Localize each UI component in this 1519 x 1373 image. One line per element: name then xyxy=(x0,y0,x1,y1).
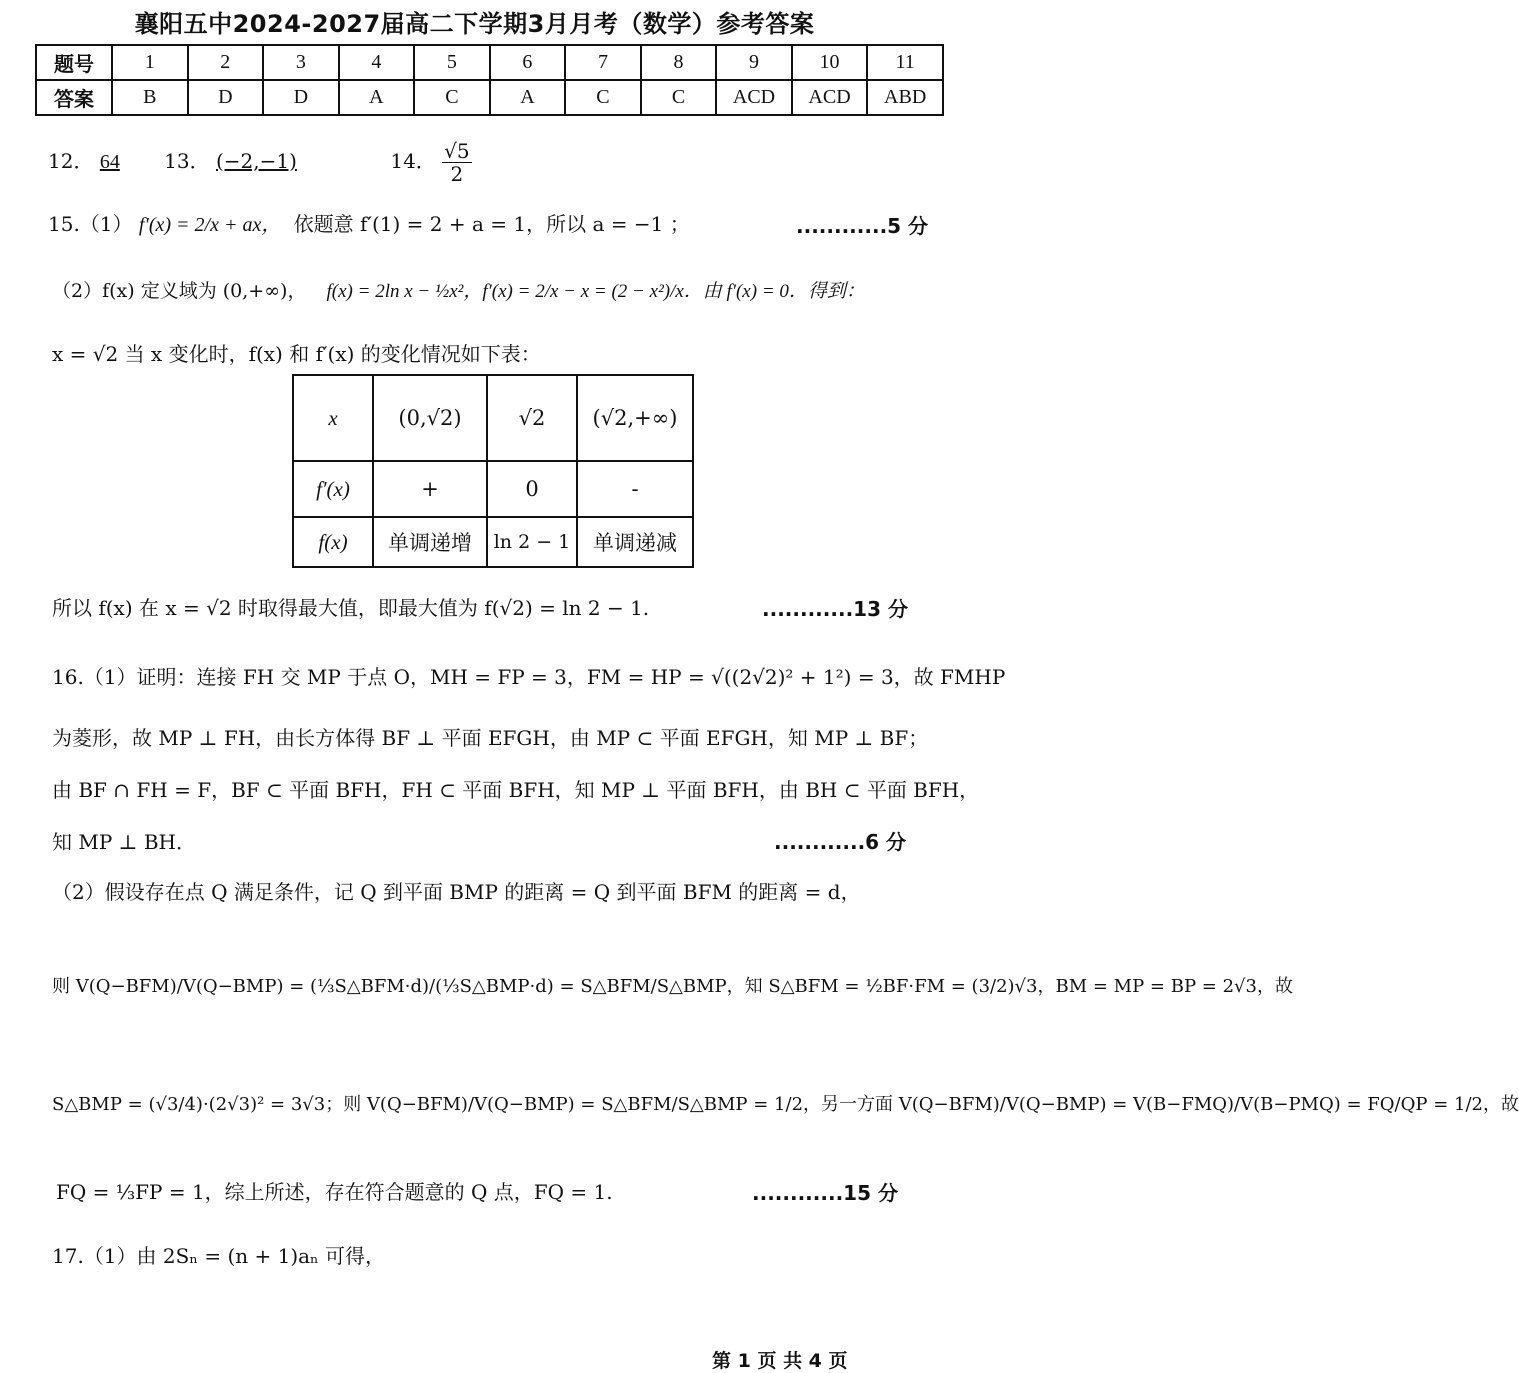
q16-line1: 16.（1）证明：连接 FH 交 MP 于点 O，MH = FP = 3，FM = HP = √((2√2)² + 1²) = 3，故 FMHP xyxy=(52,665,1006,689)
q15-part1-formula: f′(x) = 2/x + ax， xyxy=(138,214,282,236)
q15-part1-text: 依题意 f′(1) = 2 + a = 1，所以 a = −1 ； xyxy=(293,212,690,236)
variation-fprime-row xyxy=(293,461,693,517)
answer-cell: B xyxy=(112,80,188,115)
answer-cell: ACD xyxy=(716,80,792,115)
q16-part2-score: ............15 分 xyxy=(752,1181,898,1205)
q13-label: 13． xyxy=(164,149,210,173)
q16-line3: 由 BF ∩ FH = F，BF ⊂ 平面 BFH，FH ⊂ 平面 BFH，知 MP ⊥ 平面 BFH，由 BH ⊂ 平面 BFH， xyxy=(52,778,980,802)
q15-part1 xyxy=(48,208,690,237)
answer-cell: D xyxy=(263,80,339,115)
answer-cell: D xyxy=(188,80,264,115)
answer-cell: C xyxy=(641,80,717,115)
q15-conclusion: 所以 f(x) 在 x = √2 时取得最大值，即最大值为 f(√2) = ln 2 − 1. xyxy=(52,596,650,620)
q14-fraction xyxy=(442,140,471,185)
variation-header-row xyxy=(293,375,693,461)
answer-table-row-answers xyxy=(36,80,943,115)
q15-part2-derivative: f(x) = 2ln x − ½x²，f′(x) = 2/x − x = (2 − x²)/x．由 f′(x) = 0．得到： xyxy=(326,281,865,302)
row-header-number: 题号 xyxy=(36,45,112,80)
q15-conclusion-score: ............13 分 xyxy=(762,597,908,621)
q16-line4: 知 MP ⊥ BH． xyxy=(52,830,196,854)
variation-fprime-cell: 0 xyxy=(487,461,577,517)
variation-fprime-label: f′(x) xyxy=(293,461,373,517)
q17-line1: 17.（1）由 2Sₙ = (n + 1)aₙ 可得， xyxy=(52,1244,386,1268)
q15-part2-domain: （2）f(x) 定义域为 (0,+∞)， xyxy=(52,280,307,302)
page-title: 襄阳五中2024-2027届高二下学期3月月考（数学）参考答案 xyxy=(134,10,815,38)
answer-cell: C xyxy=(414,80,490,115)
q15-part1-score: ............5 分 xyxy=(796,214,929,238)
question-number: 1 xyxy=(112,45,188,80)
variation-header-interval2: (√2,+∞) xyxy=(577,375,693,461)
answer-table xyxy=(35,44,944,116)
q15-part2-line1 xyxy=(52,276,865,303)
q16-part1-score: ............6 分 xyxy=(774,830,907,854)
q15-part2-line2: x = √2 当 x 变化时，f(x) 和 f′(x) 的变化情况如下表： xyxy=(52,342,541,366)
row-header-answer: 答案 xyxy=(36,80,112,115)
variation-f-label: f(x) xyxy=(293,517,373,567)
q14-denominator: 2 xyxy=(450,162,464,186)
variation-fprime-cell: - xyxy=(577,461,693,517)
variation-f-cell: 单调递减 xyxy=(577,517,693,567)
variation-f-cell: ln 2 − 1 xyxy=(487,517,577,567)
variation-fprime-cell: + xyxy=(373,461,487,517)
answer-cell: A xyxy=(490,80,566,115)
answer-cell: C xyxy=(565,80,641,115)
answer-cell: ACD xyxy=(792,80,868,115)
q16-eq1: 则 V(Q−BFM)/V(Q−BMP) = (⅓S△BFM·d)/(⅓S△BMP·d) = S△BFM/S△BMP，知 S△BFM = ½BF·FM = (3/2)√3，BM = MP = BP = 2√3，故 xyxy=(52,976,1293,997)
variation-f-row xyxy=(293,517,693,567)
question-number: 3 xyxy=(263,45,339,80)
answer-table-row-numbers xyxy=(36,45,943,80)
question-number: 5 xyxy=(414,45,490,80)
q13-answer: (−2,−1) xyxy=(215,149,297,173)
variation-f-cell: 单调递增 xyxy=(373,517,487,567)
variation-header-interval1: (0,√2) xyxy=(373,375,487,461)
answer-cell: A xyxy=(339,80,415,115)
q14-numerator: √5 xyxy=(444,139,470,163)
q16-part2-line: （2）假设存在点 Q 满足条件，记 Q 到平面 BMP 的距离 = Q 到平面 BFM 的距离 = d， xyxy=(52,880,861,904)
answer-cell: ABD xyxy=(867,80,943,115)
question-number: 11 xyxy=(867,45,943,80)
fill-in-row xyxy=(48,140,472,185)
question-number: 9 xyxy=(716,45,792,80)
variation-table xyxy=(292,374,694,568)
question-number: 4 xyxy=(339,45,415,80)
question-number: 6 xyxy=(490,45,566,80)
q14-label: 14． xyxy=(390,149,436,173)
variation-header-sqrt2: √2 xyxy=(487,375,577,461)
variation-header-x: x xyxy=(293,375,373,461)
question-number: 8 xyxy=(641,45,717,80)
q12-answer: 64 xyxy=(99,151,120,173)
page-footer: 第 1 页 共 4 页 xyxy=(712,1350,848,1372)
question-number: 7 xyxy=(565,45,641,80)
q12-label: 12． xyxy=(48,149,94,173)
question-number: 2 xyxy=(188,45,264,80)
question-number: 10 xyxy=(792,45,868,80)
q16-eq2: S△BMP = (√3/4)·(2√3)² = 3√3；则 V(Q−BFM)/V(Q−BMP) = S△BFM/S△BMP = 1/2，另一方面 V(Q−BFM)/V(Q−BMP) = V(B−FMQ)/V(B−PMQ) = FQ/QP = 1/2，故 xyxy=(52,1094,1519,1115)
q15-part1-label: 15.（1） xyxy=(48,212,133,236)
q16-line2: 为菱形，故 MP ⊥ FH，由长方体得 BF ⊥ 平面 EFGH，由 MP ⊂ 平面 EFGH，知 MP ⊥ BF； xyxy=(52,726,929,750)
q16-eq3: FQ = ⅓FP = 1，综上所述，存在符合题意的 Q 点，FQ = 1. xyxy=(56,1180,613,1204)
